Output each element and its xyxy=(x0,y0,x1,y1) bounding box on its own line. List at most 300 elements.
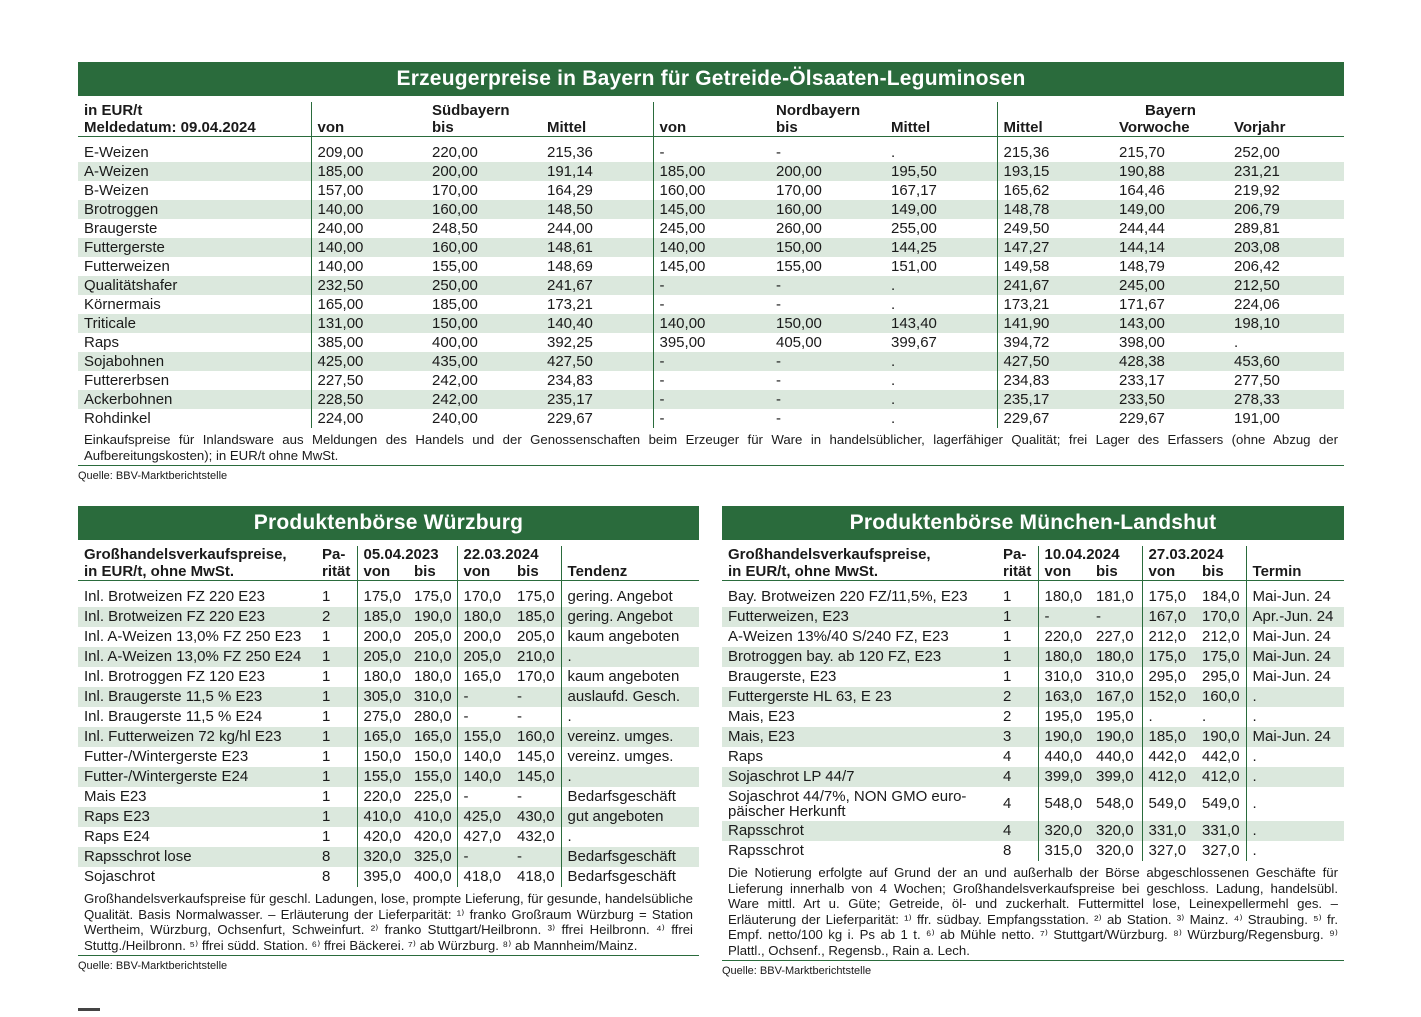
cell-value: 144,14 xyxy=(1113,238,1228,257)
row-label: Futter-/Wintergerste E24 xyxy=(78,767,316,787)
table-row xyxy=(78,687,699,707)
cell-value: 173,21 xyxy=(997,295,1113,314)
cell-value: 175,0 xyxy=(1196,647,1246,667)
cell-value: 155,00 xyxy=(776,258,822,275)
row-label: B-Weizen xyxy=(84,182,149,199)
cell-value: 241,67 xyxy=(541,276,653,295)
cell-value: 233,50 xyxy=(1113,390,1228,409)
cell-value: - xyxy=(770,276,885,295)
cell-value: 252,00 xyxy=(1234,144,1280,161)
cell-value: - xyxy=(770,352,885,371)
cell-value: . xyxy=(1246,707,1344,727)
muenchen-date1: 10.04.2024 xyxy=(1038,546,1142,563)
wuerzburg-note: Großhandelsverkaufspreise für geschl. Ladungen, lose, prompte Lieferung, für gesunde, handelsübliche Qualität. Basis Normalwasser. – Erläuterung der Lieferparität: ¹⁾ franko Großraum Würzburg = Station Wertheim, Würzburg, Ochsenfurt, Schweinfurt. ²⁾ franko Stuttgart/Heilbronn. ³⁾ ffrei Heilbronn. ⁴⁾ ffrei Stuttg./Heilbronn. ⁵⁾ ffrei südd. Station. ⁶⁾ ffrei Bäckerei. ⁷⁾ ab Würzburg. ⁸⁾ ab Mannheim/Mainz. xyxy=(78,887,699,956)
row-label: Raps xyxy=(84,334,120,351)
wuerzburg-head1: Großhandelsverkaufspreise, xyxy=(84,546,287,563)
col-nord-von: von xyxy=(653,119,770,137)
table-row xyxy=(78,607,699,627)
cell-value: 1 xyxy=(316,767,357,787)
erzeugerpreise-note: Einkaufspreise für Inlandsware aus Meldungen des Handels und der Genossenschaften beim Erzeuger für Ware in handelsüblicher, lagerfähiger Qualität; frei Lager des Erfassers (ohne Abzug der Aufbereitungskosten); in EUR/t ohne MwSt. xyxy=(78,428,1344,466)
cell-value: 140,00 xyxy=(311,200,426,219)
cell-value: 250,00 xyxy=(426,276,541,295)
row-label: Inl. A-Weizen 13,0% FZ 250 E24 xyxy=(78,647,316,667)
cell-value: 245,00 xyxy=(653,219,770,238)
cell-value: 173,21 xyxy=(547,296,593,313)
wuerzburg-title: Produktenbörse Würzburg xyxy=(78,506,699,540)
cell-value: 160,0 xyxy=(1196,687,1246,707)
cell-value: 280,0 xyxy=(414,708,452,725)
cell-value: 200,0 xyxy=(357,627,408,647)
cell-value: 427,50 xyxy=(997,352,1113,371)
cell-value: 1 xyxy=(322,708,331,725)
cell-value: gut angeboten xyxy=(561,807,699,827)
cell-value: 310,0 xyxy=(1096,668,1134,685)
row-label: Braugerste xyxy=(84,220,158,237)
cell-value: 225,0 xyxy=(414,788,452,805)
cell-value: 165,0 xyxy=(408,727,457,747)
cell-value: 400,0 xyxy=(414,868,452,885)
cell-value: gering. Angebot xyxy=(561,607,699,627)
cell-value: 235,17 xyxy=(997,390,1113,409)
cell-value: 191,14 xyxy=(541,162,653,181)
cell-value: 1 xyxy=(1003,588,1012,605)
cell-value: 428,38 xyxy=(1113,352,1228,371)
cell-value: 8 xyxy=(322,868,331,885)
cell-value: 295,0 xyxy=(1202,668,1240,685)
cell-value: 4 xyxy=(1003,795,1012,812)
cell-value: 4 xyxy=(997,767,1038,787)
table-row xyxy=(78,219,1344,238)
table-row xyxy=(78,867,699,887)
cell-value: 240,00 xyxy=(432,410,478,427)
cell-value: 245,00 xyxy=(1113,276,1228,295)
cell-value: - xyxy=(770,390,885,409)
row-label: Mais E23 xyxy=(84,788,147,805)
cell-value: 432,0 xyxy=(517,828,555,845)
cell-value: 155,00 xyxy=(432,258,478,275)
cell-value: 157,00 xyxy=(311,181,426,200)
row-label: Sojabohnen xyxy=(78,352,311,371)
cell-value: - xyxy=(517,788,523,805)
cell-value: 1 xyxy=(316,647,357,667)
cell-value: - xyxy=(776,372,781,389)
cell-value: 425,0 xyxy=(457,807,511,827)
table-row xyxy=(722,727,1344,747)
row-label: Inl. A-Weizen 13,0% FZ 250 E23 xyxy=(84,628,302,645)
cell-value: 193,15 xyxy=(997,162,1113,181)
cell-value: 175,0 xyxy=(517,588,555,605)
row-label: Futtererbsen xyxy=(84,372,170,389)
cell-value: 200,00 xyxy=(426,162,541,181)
cell-value: . xyxy=(561,827,699,847)
cell-value: 231,21 xyxy=(1228,162,1344,181)
erzeugerpreise-table xyxy=(78,102,1344,428)
table-row xyxy=(78,727,699,747)
row-label: A-Weizen xyxy=(78,162,311,181)
group-suedbayern: Südbayern xyxy=(432,102,510,119)
muenchen-paritaet-1: Pa- xyxy=(1003,546,1027,563)
cell-value: 191,00 xyxy=(1234,410,1280,427)
cell-value: - xyxy=(653,295,770,314)
cell-value: kaum angeboten xyxy=(561,667,699,687)
cell-value: 244,44 xyxy=(1119,220,1165,237)
cell-value: 435,00 xyxy=(426,352,541,371)
row-label: Ackerbohnen xyxy=(78,390,311,409)
cell-value: 145,0 xyxy=(511,767,561,787)
cell-value: 4 xyxy=(997,821,1038,841)
cell-value: - xyxy=(653,371,770,390)
muenchen-col-termin: Termin xyxy=(1246,563,1344,581)
wuerzburg-col-bis-2: bis xyxy=(511,563,561,581)
cell-value: 170,00 xyxy=(432,182,478,199)
cell-value: . xyxy=(885,276,997,295)
cell-value: . xyxy=(1246,821,1344,841)
cell-value: 150,0 xyxy=(357,747,408,767)
cell-value: 244,00 xyxy=(547,220,593,237)
cell-value: . xyxy=(891,410,896,427)
row-label: Triticale xyxy=(78,314,311,333)
row-label: Inl. Braugerste 11,5 % E24 xyxy=(84,708,263,725)
table-row xyxy=(78,371,1344,390)
col-nord-mittel: Mittel xyxy=(885,119,997,137)
table-row xyxy=(78,352,1344,371)
cell-value: Mai-Jun. 24 xyxy=(1246,647,1344,667)
row-label: Mais, E23 xyxy=(722,727,997,747)
cell-value: 227,0 xyxy=(1096,628,1134,645)
cell-value: 399,67 xyxy=(891,334,937,351)
cell-value: 144,25 xyxy=(885,238,997,257)
cell-value: 175,0 xyxy=(357,587,408,607)
cell-value: 167,17 xyxy=(891,182,937,199)
cell-value: 180,0 xyxy=(457,607,511,627)
row-label: Brotroggen bay. ab 120 FZ, E23 xyxy=(722,647,997,667)
cell-value: Bedarfsgeschäft xyxy=(561,787,699,807)
cell-value: 418,0 xyxy=(457,867,511,887)
cell-value: 549,0 xyxy=(1142,787,1196,821)
date-label: Meldedatum: 09.04.2024 xyxy=(78,119,311,137)
cell-value: 175,0 xyxy=(1142,587,1196,607)
cell-value: 150,00 xyxy=(770,314,885,333)
row-label: Rohdinkel xyxy=(84,410,151,427)
muenchen-head1: Großhandelsverkaufspreise, xyxy=(728,546,931,563)
cell-value: 152,0 xyxy=(1142,687,1196,707)
cell-value: Bedarfsgeschäft xyxy=(561,847,699,867)
cell-value: 425,00 xyxy=(311,352,426,371)
row-label: Futter-/Wintergerste E23 xyxy=(84,748,249,765)
row-label: Inl. Brotweizen FZ 220 E23 xyxy=(84,588,265,605)
table-row xyxy=(722,707,1344,727)
cell-value: 1 xyxy=(997,647,1038,667)
cell-value: 195,0 xyxy=(1096,708,1134,725)
col-sued-bis: bis xyxy=(426,119,541,137)
row-label: Inl. Brotweizen FZ 220 E23 xyxy=(78,607,316,627)
table-row xyxy=(78,827,699,847)
cell-value: 190,0 xyxy=(1038,727,1090,747)
table-row xyxy=(78,200,1344,219)
muenchen-col-von-1: von xyxy=(1038,563,1090,581)
row-label: Raps E24 xyxy=(84,828,150,845)
cell-value: . xyxy=(561,647,699,667)
muenchen-note: Die Notierung erfolgte auf Grund der an und außerhalb der Börse abgeschlossenen Geschäfte für Lieferung innerhalb von 4 Wochen; Großhandelsverkaufspreise bei geschloss. Ladung, handelsübl. Ware mittl. Art u. Güte; Getreide, öl- und zuckerhalt. Futtermittel lose, Leinexpellermehl ges. – Erläuterung der Lieferparität: ¹⁾ ffr. südbay. Empfangsstation. ²⁾ ab Station. ³⁾ Mainz. ⁴⁾ Straubing. ⁵⁾ fr. Empf. netto/100 kg i. Ps ab 1 t. ⁶⁾ ab Mühle netto. ⁷⁾ Stuttgart/Würzburg. ⁸⁾ Würzburg/Regensburg. ⁹⁾ Plattl., Ochsenf., Regensb., Rain a. Lech. xyxy=(722,861,1344,961)
row-label: Raps E23 xyxy=(78,807,316,827)
cell-value: 395,00 xyxy=(653,333,770,352)
cell-value: 410,0 xyxy=(408,807,457,827)
cell-value: 224,06 xyxy=(1234,296,1280,313)
cell-value: 185,00 xyxy=(653,162,770,181)
cell-value: 2 xyxy=(997,687,1038,707)
cell-value: 232,50 xyxy=(311,276,426,295)
cell-value: 327,0 xyxy=(1202,842,1240,859)
table-row xyxy=(722,821,1344,841)
cell-value: 148,79 xyxy=(1119,258,1165,275)
cell-value: 412,0 xyxy=(1142,767,1196,787)
cell-value: 395,0 xyxy=(357,867,408,887)
table-row xyxy=(722,627,1344,647)
cell-value: 212,0 xyxy=(1142,627,1196,647)
cell-value: 2 xyxy=(316,607,357,627)
cell-value: 320,0 xyxy=(357,847,408,867)
cell-value: 325,0 xyxy=(408,847,457,867)
cell-value: 427,0 xyxy=(457,827,511,847)
cell-value: Mai-Jun. 24 xyxy=(1246,627,1344,647)
cell-value: 160,00 xyxy=(653,181,770,200)
cell-value: 143,40 xyxy=(885,314,997,333)
cell-value: 1 xyxy=(1003,628,1012,645)
cell-value: 212,50 xyxy=(1228,276,1344,295)
cell-value: 1 xyxy=(316,727,357,747)
cell-value: 203,08 xyxy=(1228,238,1344,257)
cell-value: 163,0 xyxy=(1038,687,1090,707)
table-row xyxy=(722,787,1344,821)
cell-value: 150,0 xyxy=(414,748,452,765)
cell-value: 147,27 xyxy=(997,238,1113,257)
table-row xyxy=(78,647,699,667)
cell-value: 140,0 xyxy=(457,747,511,767)
table-row xyxy=(722,747,1344,767)
cell-value: 1 xyxy=(322,588,331,605)
cell-value: 1 xyxy=(322,788,331,805)
cell-value: 410,0 xyxy=(357,807,408,827)
cell-value: 140,00 xyxy=(311,238,426,257)
col-bayern-vorjahr: Vorjahr xyxy=(1228,119,1344,137)
cell-value: 399,0 xyxy=(1038,767,1090,787)
cell-value: 170,00 xyxy=(776,182,822,199)
cell-value: 155,0 xyxy=(357,767,408,787)
cell-value: . xyxy=(1246,767,1344,787)
cell-value: - xyxy=(511,847,561,867)
cell-value: . xyxy=(561,767,699,787)
cell-value: 275,0 xyxy=(357,707,408,727)
muenchen-head2: in EUR/t, ohne MwSt. xyxy=(722,563,997,581)
table-row xyxy=(78,181,1344,200)
cell-value: 278,33 xyxy=(1228,390,1344,409)
cell-value: 165,62 xyxy=(997,181,1113,200)
row-label: Mais, E23 xyxy=(728,708,795,725)
cell-value: 200,0 xyxy=(457,627,511,647)
cell-value: 4 xyxy=(1003,748,1012,765)
cell-value: 180,0 xyxy=(1090,647,1142,667)
cell-value: 234,83 xyxy=(997,371,1113,390)
cell-value: 185,00 xyxy=(432,296,478,313)
cell-value: - xyxy=(653,409,770,428)
cell-value: 180,0 xyxy=(414,668,452,685)
cell-value: 164,46 xyxy=(1119,182,1165,199)
cell-value: 205,0 xyxy=(357,647,408,667)
wuerzburg-source: Quelle: BBV-Marktberichtstelle xyxy=(78,960,228,972)
cell-value: Bedarfsgeschäft xyxy=(561,867,699,887)
table-row xyxy=(78,807,699,827)
cell-value: 427,50 xyxy=(541,352,653,371)
cell-value: 148,61 xyxy=(541,238,653,257)
group-bayern: Bayern xyxy=(1145,102,1196,119)
cell-value: 224,00 xyxy=(311,409,426,428)
cell-value: 150,00 xyxy=(426,314,541,333)
cell-value: 1 xyxy=(1003,668,1012,685)
cell-value: 155,0 xyxy=(457,727,511,747)
unit-label: in EUR/t xyxy=(84,102,143,119)
wuerzburg-panel xyxy=(78,506,699,972)
cell-value: 1 xyxy=(322,628,331,645)
row-label: Raps xyxy=(728,748,764,765)
page-number-mark xyxy=(78,1008,100,1017)
cell-value: 229,67 xyxy=(997,409,1113,428)
cell-value: 215,70 xyxy=(1119,144,1165,161)
cell-value: - xyxy=(511,687,561,707)
cell-value: 220,0 xyxy=(1038,627,1090,647)
row-label: Körnermais xyxy=(84,296,161,313)
cell-value: - xyxy=(776,144,781,161)
table-row xyxy=(78,314,1344,333)
cell-value: 220,00 xyxy=(432,144,478,161)
row-label xyxy=(722,787,997,821)
row-label: Futtergerste xyxy=(78,238,311,257)
cell-value: - xyxy=(653,352,770,371)
cell-value: 131,00 xyxy=(311,314,426,333)
cell-value: 315,0 xyxy=(1038,841,1090,861)
cell-value: 150,00 xyxy=(770,238,885,257)
cell-value: 405,00 xyxy=(776,334,822,351)
wuerzburg-col-tendenz: Tendenz xyxy=(561,563,699,581)
row-label: Futterweizen xyxy=(84,258,170,275)
soja-label-line-1: Sojaschrot 44/7%, NON GMO euro- xyxy=(728,788,967,805)
cell-value: . xyxy=(1234,334,1239,351)
cell-value: 215,36 xyxy=(997,143,1113,162)
cell-value: . xyxy=(1246,747,1344,767)
table-row xyxy=(722,667,1344,687)
muenchen-source: Quelle: BBV-Marktberichtstelle xyxy=(722,965,872,977)
cell-value: . xyxy=(1246,841,1344,861)
cell-value: 331,0 xyxy=(1142,821,1196,841)
cell-value: - xyxy=(457,847,511,867)
cell-value: . xyxy=(561,707,699,727)
cell-value: 215,36 xyxy=(547,144,593,161)
cell-value: - xyxy=(653,276,770,295)
cell-value: 170,0 xyxy=(1196,607,1246,627)
cell-value: 320,0 xyxy=(1096,842,1134,859)
cell-value: 212,0 xyxy=(1202,628,1240,645)
cell-value: 181,0 xyxy=(1096,588,1134,605)
cell-value: 185,0 xyxy=(357,607,408,627)
cell-value: 171,67 xyxy=(1119,296,1165,313)
cell-value: 145,00 xyxy=(653,257,770,276)
cell-value: 430,0 xyxy=(511,807,561,827)
table-row xyxy=(78,847,699,867)
cell-value: 140,40 xyxy=(541,314,653,333)
cell-value: - xyxy=(1038,607,1090,627)
cell-value: 260,00 xyxy=(776,220,822,237)
cell-value: 420,0 xyxy=(414,828,452,845)
cell-value: 190,88 xyxy=(1113,162,1228,181)
cell-value: 295,0 xyxy=(1142,667,1196,687)
erzeugerpreise-source: Quelle: BBV-Marktberichtstelle xyxy=(78,470,228,482)
cell-value: 1 xyxy=(316,807,357,827)
muenchen-col-von-2: von xyxy=(1142,563,1196,581)
cell-value: 151,00 xyxy=(891,258,937,275)
cell-value: 392,25 xyxy=(547,334,593,351)
table-row xyxy=(78,627,699,647)
cell-value: 3 xyxy=(997,727,1038,747)
wuerzburg-paritaet-1: Pa- xyxy=(322,546,346,563)
cell-value: 219,92 xyxy=(1234,182,1280,199)
cell-value: 2 xyxy=(1003,708,1012,725)
cell-value: 399,0 xyxy=(1090,767,1142,787)
cell-value: 165,0 xyxy=(457,667,511,687)
cell-value: 170,0 xyxy=(517,668,555,685)
cell-value: 234,83 xyxy=(547,372,593,389)
cell-value: Mai-Jun. 24 xyxy=(1246,587,1344,607)
cell-value: . xyxy=(885,352,997,371)
cell-value: 420,0 xyxy=(357,827,408,847)
cell-value: 210,0 xyxy=(511,647,561,667)
group-nordbayern: Nordbayern xyxy=(776,102,861,119)
row-label: E-Weizen xyxy=(84,144,149,161)
muenchen-table xyxy=(722,546,1344,861)
table-row xyxy=(722,767,1344,787)
cell-value: 195,0 xyxy=(1038,707,1090,727)
cell-value: kaum angeboten xyxy=(561,627,699,647)
cell-value: 548,0 xyxy=(1096,795,1134,812)
cell-value: 235,17 xyxy=(541,390,653,409)
cell-value: 1 xyxy=(316,687,357,707)
cell-value: . xyxy=(1142,707,1196,727)
erzeugerpreise-title: Erzeugerpreise in Bayern für Getreide-Ölsaaten-Leguminosen xyxy=(78,62,1344,96)
cell-value: 175,0 xyxy=(414,588,452,605)
row-label: Sojaschrot LP 44/7 xyxy=(722,767,997,787)
cell-value: 206,42 xyxy=(1234,258,1280,275)
cell-value: 165,0 xyxy=(357,727,408,747)
cell-value: 145,00 xyxy=(653,200,770,219)
row-label: Rapsschrot lose xyxy=(78,847,316,867)
cell-value: - xyxy=(517,708,523,725)
cell-value: 170,0 xyxy=(457,587,511,607)
cell-value: 167,0 xyxy=(1090,687,1142,707)
cell-value: 442,0 xyxy=(1142,747,1196,767)
cell-value: 190,0 xyxy=(1090,727,1142,747)
cell-value: 180,0 xyxy=(1038,587,1090,607)
cell-value: 248,50 xyxy=(432,220,478,237)
table-row xyxy=(722,607,1344,627)
cell-value: 227,50 xyxy=(311,371,426,390)
cell-value: 160,00 xyxy=(770,200,885,219)
cell-value: 1 xyxy=(322,828,331,845)
wuerzburg-date2: 22.03.2024 xyxy=(457,546,561,563)
muenchen-col-bis-1: bis xyxy=(1090,563,1142,581)
cell-value: . xyxy=(891,144,896,161)
cell-value: 8 xyxy=(316,847,357,867)
cell-value: 184,0 xyxy=(1202,588,1240,605)
cell-value: 205,0 xyxy=(414,628,452,645)
cell-value: . xyxy=(1246,787,1344,821)
